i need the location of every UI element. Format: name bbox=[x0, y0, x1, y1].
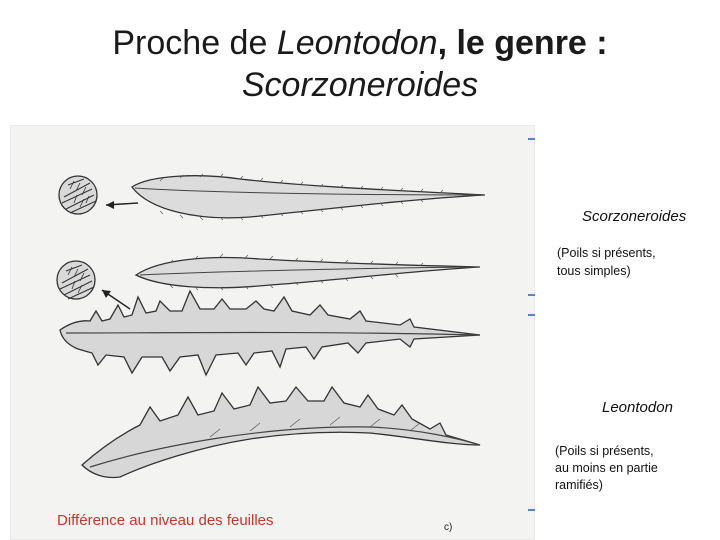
title-line-1: Proche de Leontodon, le genre : bbox=[112, 24, 608, 62]
leaf-illustration bbox=[10, 125, 535, 540]
label-scorzoneroides: Scorzoneroides bbox=[582, 208, 687, 225]
note-leontodon: (Poils si présents, au moins en partie ramifiés) bbox=[555, 444, 658, 492]
slide-title bbox=[0, 22, 720, 106]
note-scorzoneroides: (Poils si présents, tous simples) bbox=[557, 246, 656, 278]
label-leontodon: Leontodon bbox=[602, 399, 673, 416]
figure-label: c) bbox=[444, 522, 453, 533]
genus-leontodon: Leontodon bbox=[276, 24, 438, 62]
title-line-2: Scorzoneroides bbox=[241, 66, 479, 104]
hair-detail-circle-second bbox=[57, 261, 95, 299]
hair-detail-circle-simple bbox=[59, 176, 97, 214]
caption-leaf-difference: Différence au niveau des feuilles bbox=[57, 512, 274, 529]
